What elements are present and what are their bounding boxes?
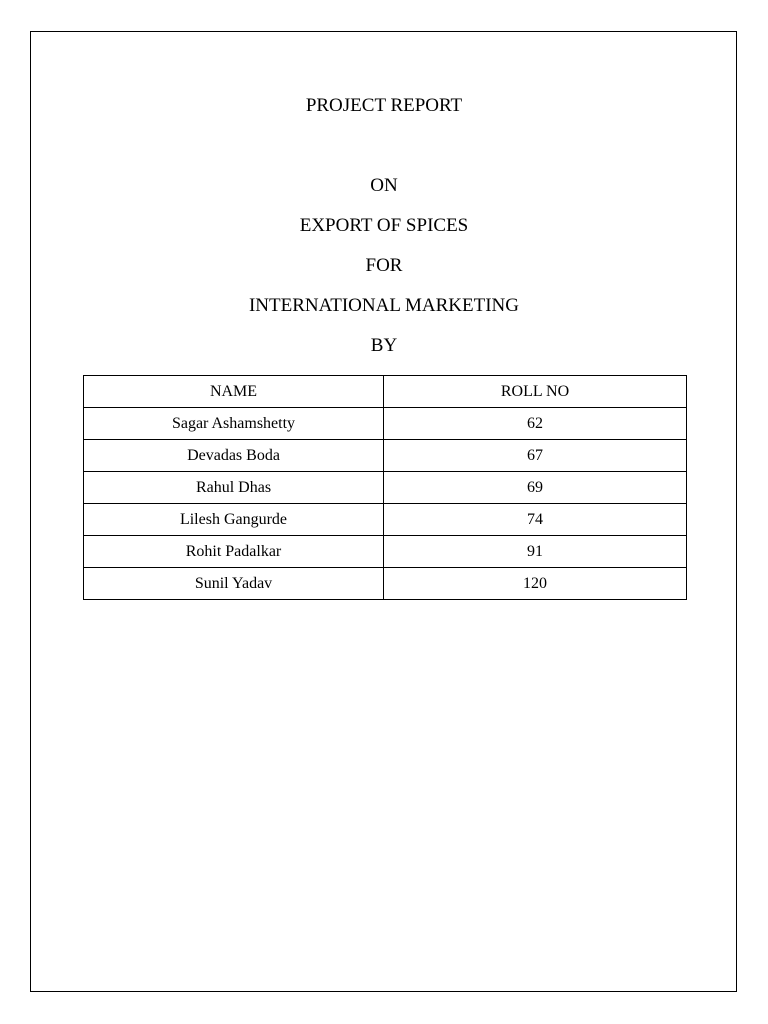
title-by: BY bbox=[370, 335, 398, 356]
title-on: ON bbox=[370, 175, 398, 196]
table-row bbox=[84, 536, 687, 568]
course-name: INTERNATIONAL MARKETING bbox=[248, 295, 519, 316]
table-row bbox=[84, 408, 687, 440]
table-row bbox=[84, 472, 687, 504]
table-row bbox=[84, 504, 687, 536]
student-table bbox=[83, 375, 687, 600]
table-row bbox=[84, 568, 687, 600]
header-name: NAME bbox=[84, 376, 384, 408]
report-subject: EXPORT OF SPICES bbox=[299, 215, 469, 236]
student-name: Lilesh Gangurde bbox=[84, 504, 384, 536]
roll-number: 69 bbox=[384, 472, 687, 504]
table-header-row bbox=[84, 376, 687, 408]
header-roll-no: ROLL NO bbox=[384, 376, 687, 408]
student-name: Devadas Boda bbox=[84, 440, 384, 472]
student-name: Rohit Padalkar bbox=[84, 536, 384, 568]
title-for: FOR bbox=[365, 255, 403, 276]
student-name: Sagar Ashamshetty bbox=[84, 408, 384, 440]
roll-number: 67 bbox=[384, 440, 687, 472]
report-title: PROJECT REPORT bbox=[305, 95, 463, 116]
student-name: Sunil Yadav bbox=[84, 568, 384, 600]
roll-number: 120 bbox=[384, 568, 687, 600]
roll-number: 62 bbox=[384, 408, 687, 440]
table-row bbox=[84, 440, 687, 472]
roll-number: 91 bbox=[384, 536, 687, 568]
roll-number: 74 bbox=[384, 504, 687, 536]
student-name: Rahul Dhas bbox=[84, 472, 384, 504]
